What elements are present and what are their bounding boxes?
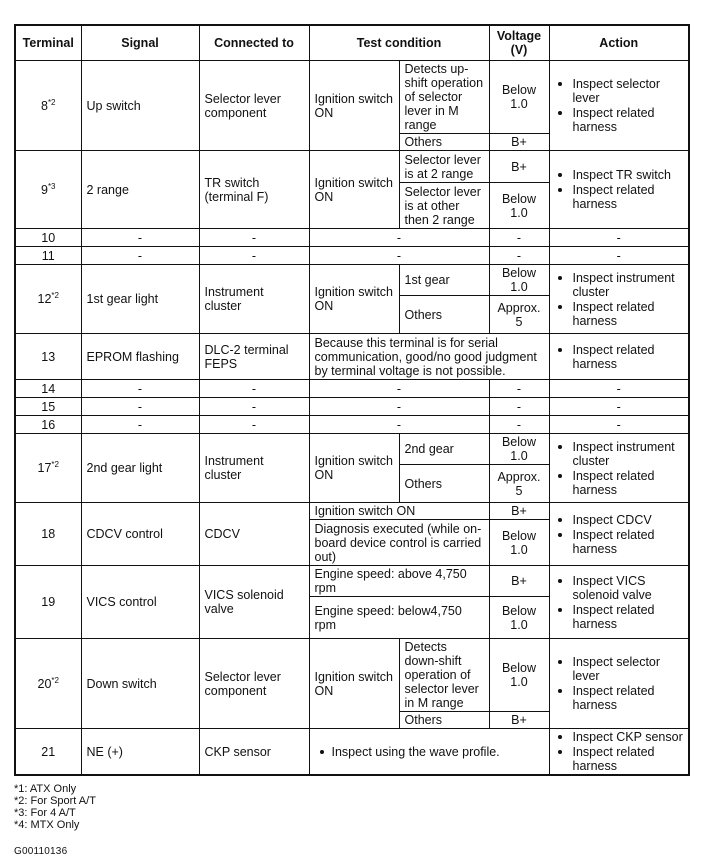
signal-cell: NE (+) <box>81 729 199 776</box>
signal-cell: - <box>81 398 199 416</box>
connected-cell: Instrument cluster <box>199 265 309 334</box>
table-row <box>15 503 689 520</box>
connected-cell: - <box>199 229 309 247</box>
table-row <box>15 229 689 247</box>
voltage-cell: B+ <box>489 566 549 597</box>
action-cell <box>549 334 689 380</box>
signal-cell: - <box>81 380 199 398</box>
header-connected-to: Connected to <box>199 25 309 61</box>
action-cell: - <box>549 416 689 434</box>
document <box>14 24 688 857</box>
terminal-cell: 14 <box>15 380 81 398</box>
action-item: Inspect TR switch <box>555 168 684 182</box>
condition-cell: - <box>309 380 489 398</box>
table-header-row <box>15 25 689 61</box>
header-action: Action <box>549 25 689 61</box>
table-row <box>15 729 689 776</box>
voltage-cell: Approx. 5 <box>489 296 549 334</box>
voltage-cell: - <box>489 247 549 265</box>
action-item: Inspect related harness <box>555 684 684 712</box>
action-item: Inspect related harness <box>555 745 684 773</box>
footnote: *1: ATX Only <box>14 783 77 795</box>
voltage-cell: Below 1.0 <box>489 639 549 712</box>
terminal-cell: 15 <box>15 398 81 416</box>
table-row <box>15 398 689 416</box>
connected-cell: Selector lever component <box>199 61 309 151</box>
condition-cell: - <box>309 416 489 434</box>
sub-condition-cell: 1st gear <box>399 265 489 296</box>
signal-cell: 2 range <box>81 151 199 229</box>
table-row <box>15 334 689 380</box>
table-row <box>15 247 689 265</box>
action-cell <box>549 265 689 334</box>
action-cell <box>549 434 689 503</box>
table-row <box>15 416 689 434</box>
voltage-cell: - <box>489 229 549 247</box>
voltage-cell: - <box>489 398 549 416</box>
action-cell: - <box>549 247 689 265</box>
table-row <box>15 61 689 134</box>
connected-cell: - <box>199 416 309 434</box>
signal-cell: - <box>81 229 199 247</box>
terminal-cell: 16 <box>15 416 81 434</box>
signal-cell: VICS control <box>81 566 199 639</box>
connected-cell: CDCV <box>199 503 309 566</box>
document-id: G00110136 <box>14 846 68 857</box>
voltage-cell: Below 1.0 <box>489 265 549 296</box>
terminal-cell: 11 <box>15 247 81 265</box>
header-signal: Signal <box>81 25 199 61</box>
table-row <box>15 151 689 183</box>
connected-cell: TR switch (terminal F) <box>199 151 309 229</box>
action-cell <box>549 729 689 776</box>
voltage-cell: Below 1.0 <box>489 434 549 465</box>
condition-cell: Ignition switch ON <box>309 503 489 520</box>
connected-cell: - <box>199 247 309 265</box>
signal-cell: - <box>81 247 199 265</box>
condition-cell: - <box>309 229 489 247</box>
action-item: Inspect related harness <box>555 528 684 556</box>
terminal-cell: 18 <box>15 503 81 566</box>
condition-cell: Ignition switch ON <box>309 61 399 151</box>
signal-cell: EPROM flashing <box>81 334 199 380</box>
condition-cell: Engine speed: below4,750 rpm <box>309 597 489 639</box>
action-cell <box>549 151 689 229</box>
connected-cell: CKP sensor <box>199 729 309 776</box>
condition-cell: Ignition switch ON <box>309 639 399 729</box>
header-test-condition: Test condition <box>309 25 489 61</box>
sub-condition-cell: Detects down-shift operation of selector lever in M range <box>399 639 489 712</box>
action-item: Inspect selector lever <box>555 655 684 683</box>
voltage-cell: Below 1.0 <box>489 597 549 639</box>
action-item: Inspect CKP sensor <box>555 730 684 744</box>
voltage-cell: B+ <box>489 151 549 183</box>
action-cell <box>549 566 689 639</box>
connected-cell: - <box>199 398 309 416</box>
voltage-cell: B+ <box>489 712 549 729</box>
table-row <box>15 566 689 597</box>
connected-cell: Instrument cluster <box>199 434 309 503</box>
action-item: Inspect related harness <box>555 603 684 631</box>
terminal-cell: 12$^{*2}$ <box>15 265 81 334</box>
condition-cell: Because this terminal is for serial communication, good/no good judgment by terminal voltage is not possible. <box>309 334 549 380</box>
condition-cell: - <box>309 398 489 416</box>
signal-cell: Up switch <box>81 61 199 151</box>
connected-cell: Selector lever component <box>199 639 309 729</box>
terminal-cell: 10 <box>15 229 81 247</box>
signal-cell: - <box>81 416 199 434</box>
footnote: *3: For 4 A/T <box>14 807 76 819</box>
footnotes <box>14 783 688 831</box>
terminal-cell: 13 <box>15 334 81 380</box>
action-item: Inspect instrument cluster <box>555 271 684 299</box>
condition-cell: Ignition switch ON <box>309 151 399 229</box>
sub-condition-cell: Others <box>399 465 489 503</box>
table-row <box>15 639 689 712</box>
footnote: *2: For Sport A/T <box>14 795 96 807</box>
table-row <box>15 434 689 465</box>
signal-cell: Down switch <box>81 639 199 729</box>
action-item: Inspect related harness <box>555 300 684 328</box>
action-cell <box>549 61 689 151</box>
terminal-cell: 20$^{*2}$ <box>15 639 81 729</box>
action-item: Inspect related harness <box>555 469 684 497</box>
condition-cell: Diagnosis executed (while on-board device control is carried out) <box>309 520 489 566</box>
sub-condition-cell: Others <box>399 134 489 151</box>
condition-cell: Engine speed: above 4,750 rpm <box>309 566 489 597</box>
voltage-cell: Approx. 5 <box>489 465 549 503</box>
sub-condition-cell: Others <box>399 296 489 334</box>
header-voltage: Voltage (V) <box>489 25 549 61</box>
condition-cell: Inspect using the wave profile. <box>309 729 549 776</box>
voltage-cell: Below 1.0 <box>489 183 549 229</box>
action-item: Inspect related harness <box>555 183 684 211</box>
terminal-cell: 9$^{*3}$ <box>15 151 81 229</box>
sub-condition-cell: Selector lever is at 2 range <box>399 151 489 183</box>
table-row <box>15 380 689 398</box>
condition-cell: - <box>309 247 489 265</box>
signal-cell: 2nd gear light <box>81 434 199 503</box>
sub-condition-cell: Selector lever is at other then 2 range <box>399 183 489 229</box>
terminal-cell: 17$^{*2}$ <box>15 434 81 503</box>
action-item: Inspect related harness <box>555 343 684 371</box>
voltage-cell: B+ <box>489 134 549 151</box>
signal-cell: CDCV control <box>81 503 199 566</box>
terminal-cell: 21 <box>15 729 81 776</box>
action-cell <box>549 639 689 729</box>
action-item: Inspect instrument cluster <box>555 440 684 468</box>
signal-cell: 1st gear light <box>81 265 199 334</box>
condition-cell: Ignition switch ON <box>309 434 399 503</box>
table-row <box>15 265 689 296</box>
connected-cell: VICS solenoid valve <box>199 566 309 639</box>
footnote: *4: MTX Only <box>14 819 80 831</box>
sub-condition-cell: Detects up-shift operation of selector lever in M range <box>399 61 489 134</box>
terminal-cell: 19 <box>15 566 81 639</box>
connected-cell: DLC-2 terminal FEPS <box>199 334 309 380</box>
voltage-cell: Below 1.0 <box>489 520 549 566</box>
condition-cell: Ignition switch ON <box>309 265 399 334</box>
action-item: Inspect related harness <box>555 106 684 134</box>
header-terminal: Terminal <box>15 25 81 61</box>
voltage-cell: - <box>489 380 549 398</box>
terminal-cell: 8$^{*2}$ <box>15 61 81 151</box>
action-item: Inspect VICS solenoid valve <box>555 574 684 602</box>
voltage-cell: B+ <box>489 503 549 520</box>
sub-condition-cell: Others <box>399 712 489 729</box>
action-cell <box>549 503 689 566</box>
connected-cell: - <box>199 380 309 398</box>
sub-condition-cell: 2nd gear <box>399 434 489 465</box>
action-cell: - <box>549 380 689 398</box>
action-cell: - <box>549 398 689 416</box>
terminal-spec-table <box>14 24 690 776</box>
action-item: Inspect CDCV <box>555 513 684 527</box>
action-cell: - <box>549 229 689 247</box>
action-item: Inspect selector lever <box>555 77 684 105</box>
voltage-cell: - <box>489 416 549 434</box>
voltage-cell: Below 1.0 <box>489 61 549 134</box>
